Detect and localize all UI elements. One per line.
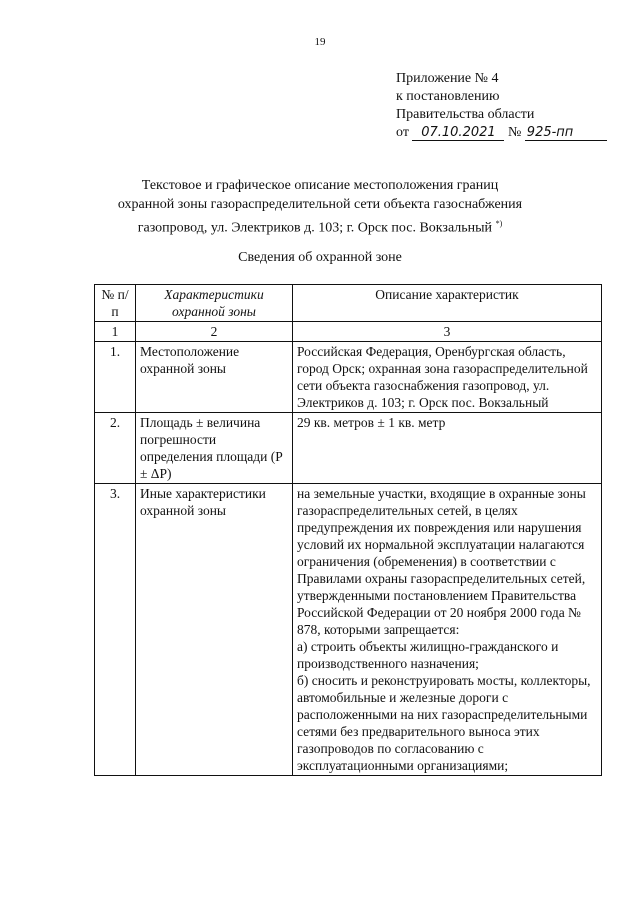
handwritten-date: 07.10.2021	[412, 125, 504, 141]
row-description	[293, 484, 602, 776]
table-row	[95, 413, 602, 484]
row-characteristic: Местоположение охранной зоны	[136, 342, 293, 413]
row-description: Российская Федерация, Оренбургская область, город Орск; охранная зона газораспределительной сети объекта газоснабжения газопровод, ул. Электриков д. 103; г. Орск пос. Вокзальный	[293, 342, 602, 413]
appendix-date-line	[396, 124, 626, 142]
table-row	[95, 342, 602, 413]
column-number-1: 1	[95, 322, 136, 342]
header-number: № п/п	[95, 285, 136, 322]
header-description: Описание характеристик	[293, 285, 602, 322]
row-number: 3.	[95, 484, 136, 776]
column-number-row	[95, 322, 602, 342]
header-characteristics: Характеристики охранной зоны	[136, 285, 293, 322]
date-prefix: от	[396, 125, 409, 140]
table-row	[95, 484, 602, 776]
row-characteristic: Иные характеристики охранной зоны	[136, 484, 293, 776]
number-prefix: №	[507, 125, 522, 140]
row-number: 2.	[95, 413, 136, 484]
protection-zone-table	[94, 284, 602, 776]
description-paragraph: а) строить объекты жилищно-гражданского и производственного назначения;	[297, 639, 559, 671]
section-subtitle: Сведения об охранной зоне	[238, 250, 402, 265]
title-line-1: Текстовое и графическое описание местоположения границ	[141, 178, 499, 193]
title-line-3	[60, 214, 580, 238]
table-header-row	[95, 285, 602, 322]
description-paragraph: на земельные участки, входящие в охранные зоны газораспределительных сетей, в целях предупреждения их повреждения или нарушения условий их нормальной эксплуатации налагаются ограничения (обременения) в соответствии с Правилами охраны газораспределительных сетей, утвержденными постановлением Правительства Российской Федерации от 20 ноября 2000 года № 878, которыми запрещается:	[297, 486, 586, 637]
row-characteristic: Площадь ± величина погрешности определения площади (Р ± ΔР)	[136, 413, 293, 484]
title-line-3-text: газопровод, ул. Электриков д. 103; г. Орск пос. Вокзальный	[137, 220, 493, 236]
appendix-line-1: Приложение № 4	[396, 71, 499, 86]
row-description: 29 кв. метров ± 1 кв. метр	[293, 413, 602, 484]
appendix-line-2: к постановлению	[396, 89, 500, 104]
description-paragraph: б) сносить и реконструировать мосты, коллекторы, автомобильные и железные дороги с расположенными на них газораспределительными сетями без предварительного выноса этих газопроводов по согласованию с эксплуатационными организациями;	[297, 673, 591, 773]
appendix-block	[396, 70, 626, 142]
document-title	[60, 176, 580, 238]
page-number: 19	[314, 36, 326, 48]
footnote-mark: *)	[495, 219, 503, 228]
title-line-2: охранной зоны газораспределительной сети объекта газоснабжения	[117, 197, 523, 212]
handwritten-number: 925-пп	[525, 125, 607, 141]
row-number: 1.	[95, 342, 136, 413]
column-number-2: 2	[136, 322, 293, 342]
column-number-3: 3	[293, 322, 602, 342]
appendix-line-3: Правительства области	[396, 107, 535, 122]
